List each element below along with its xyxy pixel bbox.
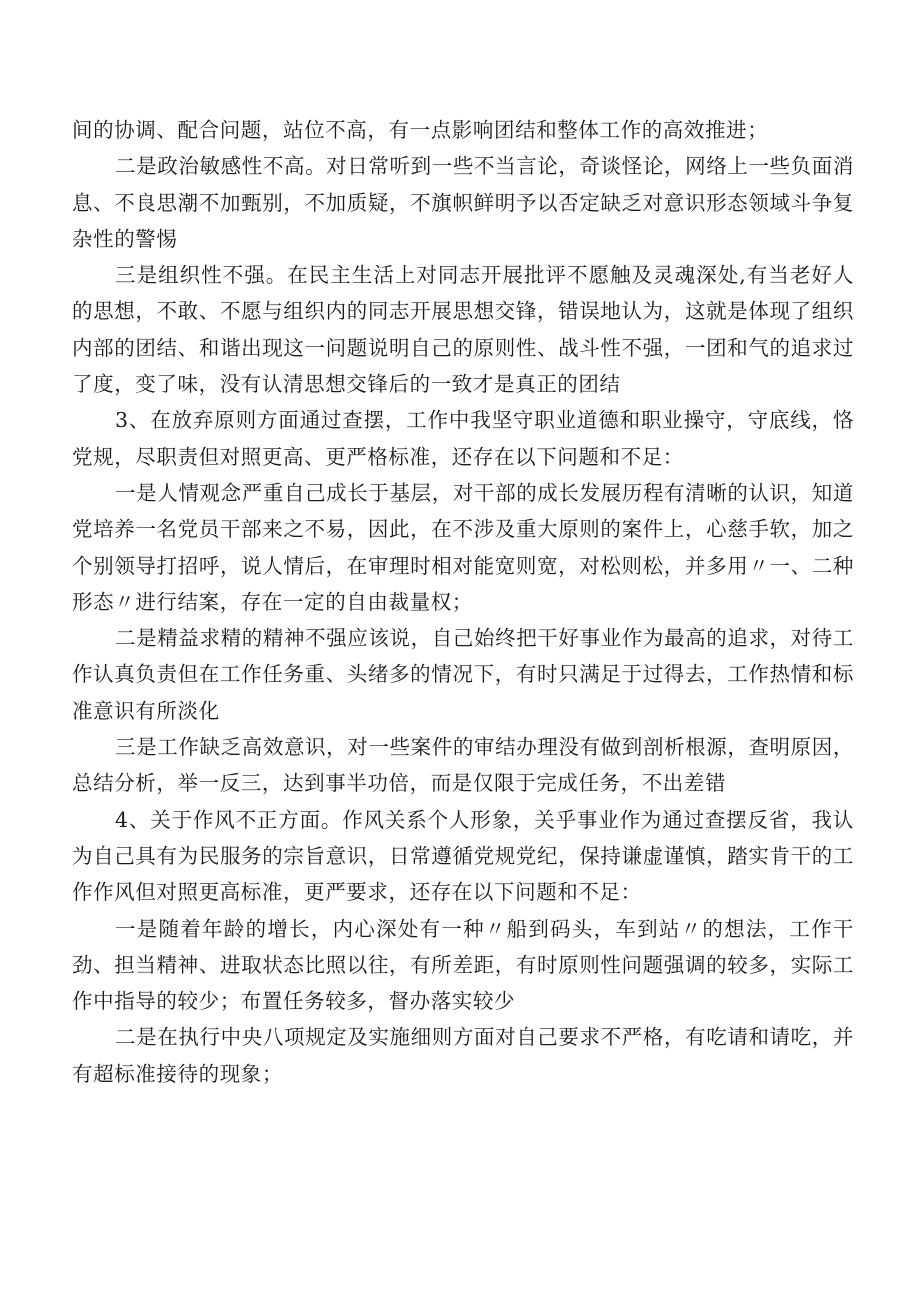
paragraph-8: 4、关于作风不正方面。作风关系个人形象，关乎事业作为通过查摆反省，我认为自己具有为民服务的宗旨意识，日常遵循党规党纪，保持谦虚谨慎，踏实肯干的工作作风但对照更高标准，更严要求，还存在以下问题和不足： [72,807,854,905]
paragraph-2: 二是政治敏感性不高。对日常听到一些不当言论，奇谈怪论，网络上一些负面消息、不良思潮不加甄别，不加质疑，不旗帜鲜明予以否定缺乏对意识形态领域斗争复杂性的警惕 [72,154,854,251]
paragraph-4: 3、在放弃原则方面通过查摆，工作中我坚守职业道德和职业操守，守底线，恪党规，尽职责但对照更高、更严格标准，还存在以下问题和不足： [72,408,854,469]
paragraph-7: 三是工作缺乏高效意识，对一些案件的审结办理没有做到剖析根源，查明原因，总结分析，举一反三，达到事半功倍，而是仅限于完成任务，不出差错 [72,735,854,796]
paragraph-3: 三是组织性不强。在民主生活上对同志开展批评不愿触及灵魂深处,有当老好人的思想，不敢、不愿与组织内的同志开展思想交锋，错误地认为，这就是体现了组织内部的团结、和谐出现这一问题说明自己的原则性、战斗性不强，一团和气的追求过了度，变了味，没有认清思想交锋后的一致才是真正的团结 [72,263,854,397]
paragraph-6: 二是精益求精的精神不强应该说，自己始终把干好事业作为最高的追求，对待工作认真负责但在工作任务重、头绪多的情况下，有时只满足于过得去，工作热情和标准意识有所淡化 [72,626,854,723]
paragraph-5: 一是人情观念严重自己成长于基层，对干部的成长发展历程有清晰的认识，知道党培养一名党员干部来之不易，因此，在不涉及重大原则的案件上，心慈手软，加之个别领导打招呼，说人情后，在审理时相对能宽则宽，对松则松，并多用〃一、二种形态〃进行结案，存在一定的自由裁量权； [72,480,854,614]
document-body [72,112,854,1092]
paragraph-9: 一是随着年龄的增长，内心深处有一种〃船到码头，车到站〃的想法，工作干劲、担当精神、进取状态比照以往，有所差距，有时原则性问题强调的较多，实际工作中指导的较少；布置任务较多，督办落实较少 [72,916,854,1014]
paragraph-1: 间的协调、配合问题，站位不高，有一点影响团结和整体工作的高效推进； [72,118,769,142]
paragraph-10: 二是在执行中央八项规定及实施细则方面对自己要求不严格，有吃请和请吃，并有超标准接待的现象； [72,1025,854,1086]
